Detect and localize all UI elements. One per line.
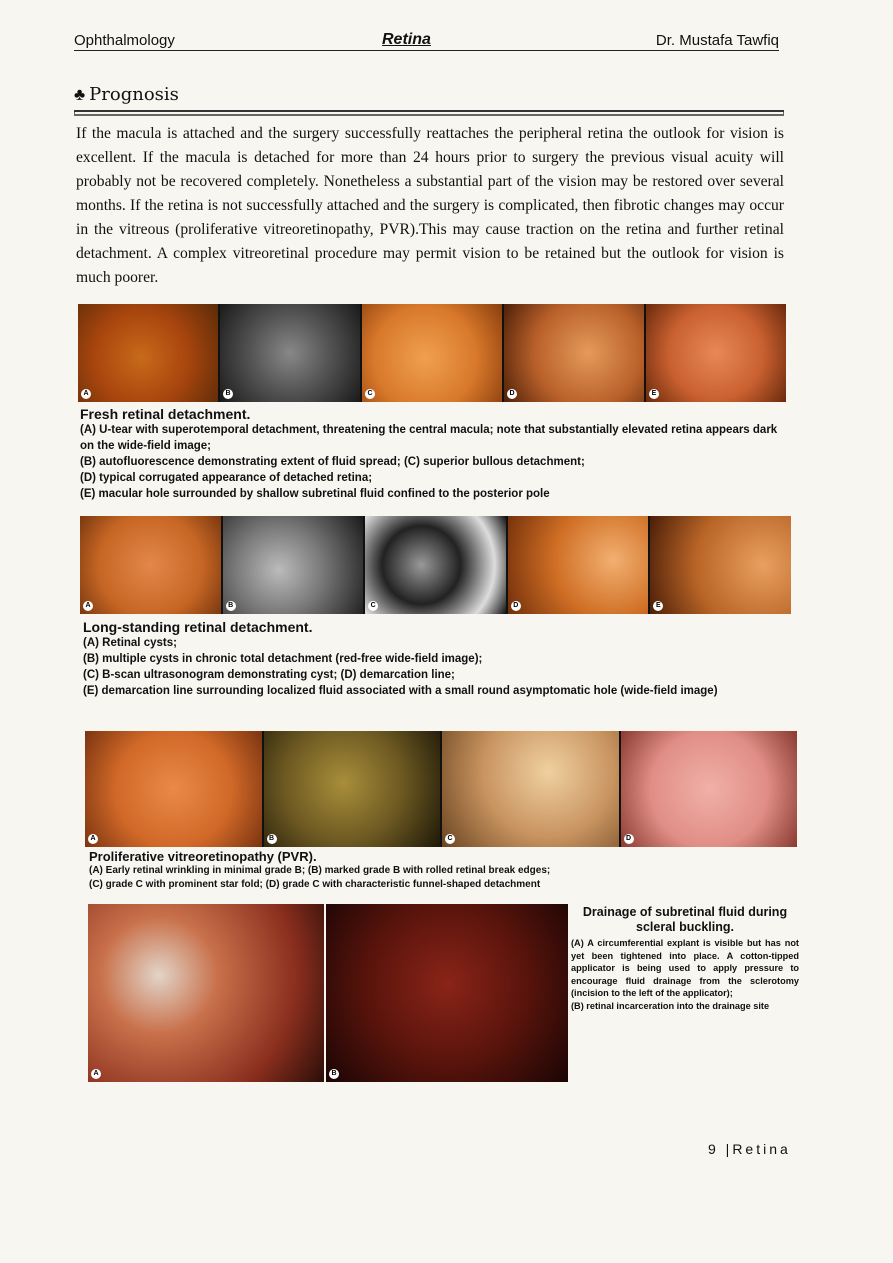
header-subject: Ophthalmology <box>74 32 175 49</box>
fundus-image <box>223 516 364 614</box>
page-header <box>74 28 779 51</box>
fundus-image <box>326 904 568 1082</box>
caption-line: (D) typical corrugated appearance of detached retina; <box>80 472 373 484</box>
prognosis-paragraph: If the macula is attached and the surgery successfully reattaches the peripheral retina the outlook for vision is excellent. If the macula is detached for more than 24 hours prior to surgery the previous visual acuity will probably not be recovered completely. Nonetheless a substantial part of the vision may be restored over several months. If the retina is not successfully attached and the surgery is complicated, then fibrotic changes may occur in the vitreous (proliferative vitreoretinopathy, PVR).This may cause traction on the retina and further retinal detachment. A complex vitreoretinal procedure may permit vision to be retained but the outlook for vision is much poorer. <box>76 125 784 286</box>
figure-caption <box>80 406 786 502</box>
image-label: B <box>223 389 233 399</box>
fundus-image <box>264 731 441 847</box>
section-heading <box>74 84 784 112</box>
image-label: E <box>653 601 663 611</box>
image-label: A <box>88 834 98 844</box>
caption-line: (B) retinal incarceration into the drainage site <box>571 1000 770 1011</box>
fundus-image <box>650 516 791 614</box>
figure-caption <box>571 905 799 1012</box>
fundus-image <box>220 304 360 402</box>
image-label: D <box>507 389 517 399</box>
figure-caption <box>83 619 743 699</box>
image-label: A <box>91 1069 101 1079</box>
figure-drainage <box>88 904 568 1082</box>
caption-line: (C) grade C with prominent star fold; (D) grade C with characteristic funnel-shaped detachment <box>89 879 541 890</box>
club-icon: ♣ <box>74 85 86 104</box>
fundus-image <box>646 304 786 402</box>
section-title: Prognosis <box>89 84 179 105</box>
caption-title: Long-standing retinal detachment. <box>83 619 313 635</box>
image-label: A <box>83 601 93 611</box>
figure-pvr <box>85 731 797 847</box>
caption-title: Fresh retinal detachment. <box>80 406 251 422</box>
fundus-image <box>362 304 502 402</box>
caption-line: (B) multiple cysts in chronic total detachment (red-free wide-field image); <box>83 653 483 665</box>
caption-line: (B) autofluorescence demonstrating extent of fluid spread; (C) superior bullous detachment; <box>80 456 585 468</box>
caption-line: (A) U-tear with superotemporal detachment, threatening the central macula; note that substantially elevated retina appears dark on the wide-field image; <box>80 424 778 452</box>
fundus-image <box>504 304 644 402</box>
fundus-image <box>508 516 649 614</box>
image-label: C <box>365 389 375 399</box>
caption-title: Drainage of subretinal fluid during scleral buckling. <box>582 905 788 934</box>
header-chapter: Retina <box>382 31 431 48</box>
figure-long-standing-detachment <box>80 516 791 614</box>
figure-fresh-detachment <box>78 304 786 402</box>
image-label: B <box>267 834 277 844</box>
caption-title: Proliferative vitreoretinopathy (PVR). <box>89 849 317 864</box>
caption-line: (C) B-scan ultrasonogram demonstrating cyst; (D) demarcation line; <box>83 669 455 681</box>
caption-line: (A) A circumferential explant is visible but has not yet been tightened into place. A cotton-tipped applicator is being used to apply pressure to encourage fluid drainage from the sclerotomy (incision to the left of the applicator); <box>571 938 799 998</box>
image-label: C <box>445 834 455 844</box>
caption-line: (E) macular hole surrounded by shallow subretinal fluid confined to the posterior pole <box>80 488 550 500</box>
surgical-image <box>88 904 324 1082</box>
header-author: Dr. Mustafa Tawfiq <box>655 32 779 49</box>
ultrasound-image <box>365 516 506 614</box>
caption-line: (A) Retinal cysts; <box>83 637 177 649</box>
image-label: D <box>511 601 521 611</box>
image-label: A <box>81 389 91 399</box>
caption-line: (A) Early retinal wrinkling in minimal grade B; (B) marked grade B with rolled retinal break edges; <box>89 865 551 876</box>
image-label: E <box>649 389 659 399</box>
fundus-image <box>80 516 221 614</box>
image-label: B <box>226 601 236 611</box>
image-label: C <box>368 601 378 611</box>
image-label: B <box>329 1069 339 1079</box>
fundus-image <box>442 731 619 847</box>
fundus-image <box>621 731 798 847</box>
caption-line: (E) demarcation line surrounding localized fluid associated with a small round asymptomatic hole (wide-field image) <box>83 685 718 697</box>
fundus-image <box>85 731 262 847</box>
fundus-image <box>78 304 218 402</box>
image-label: D <box>624 834 634 844</box>
figure-caption <box>89 849 789 892</box>
page-number: 9 |Retina <box>708 1141 791 1157</box>
